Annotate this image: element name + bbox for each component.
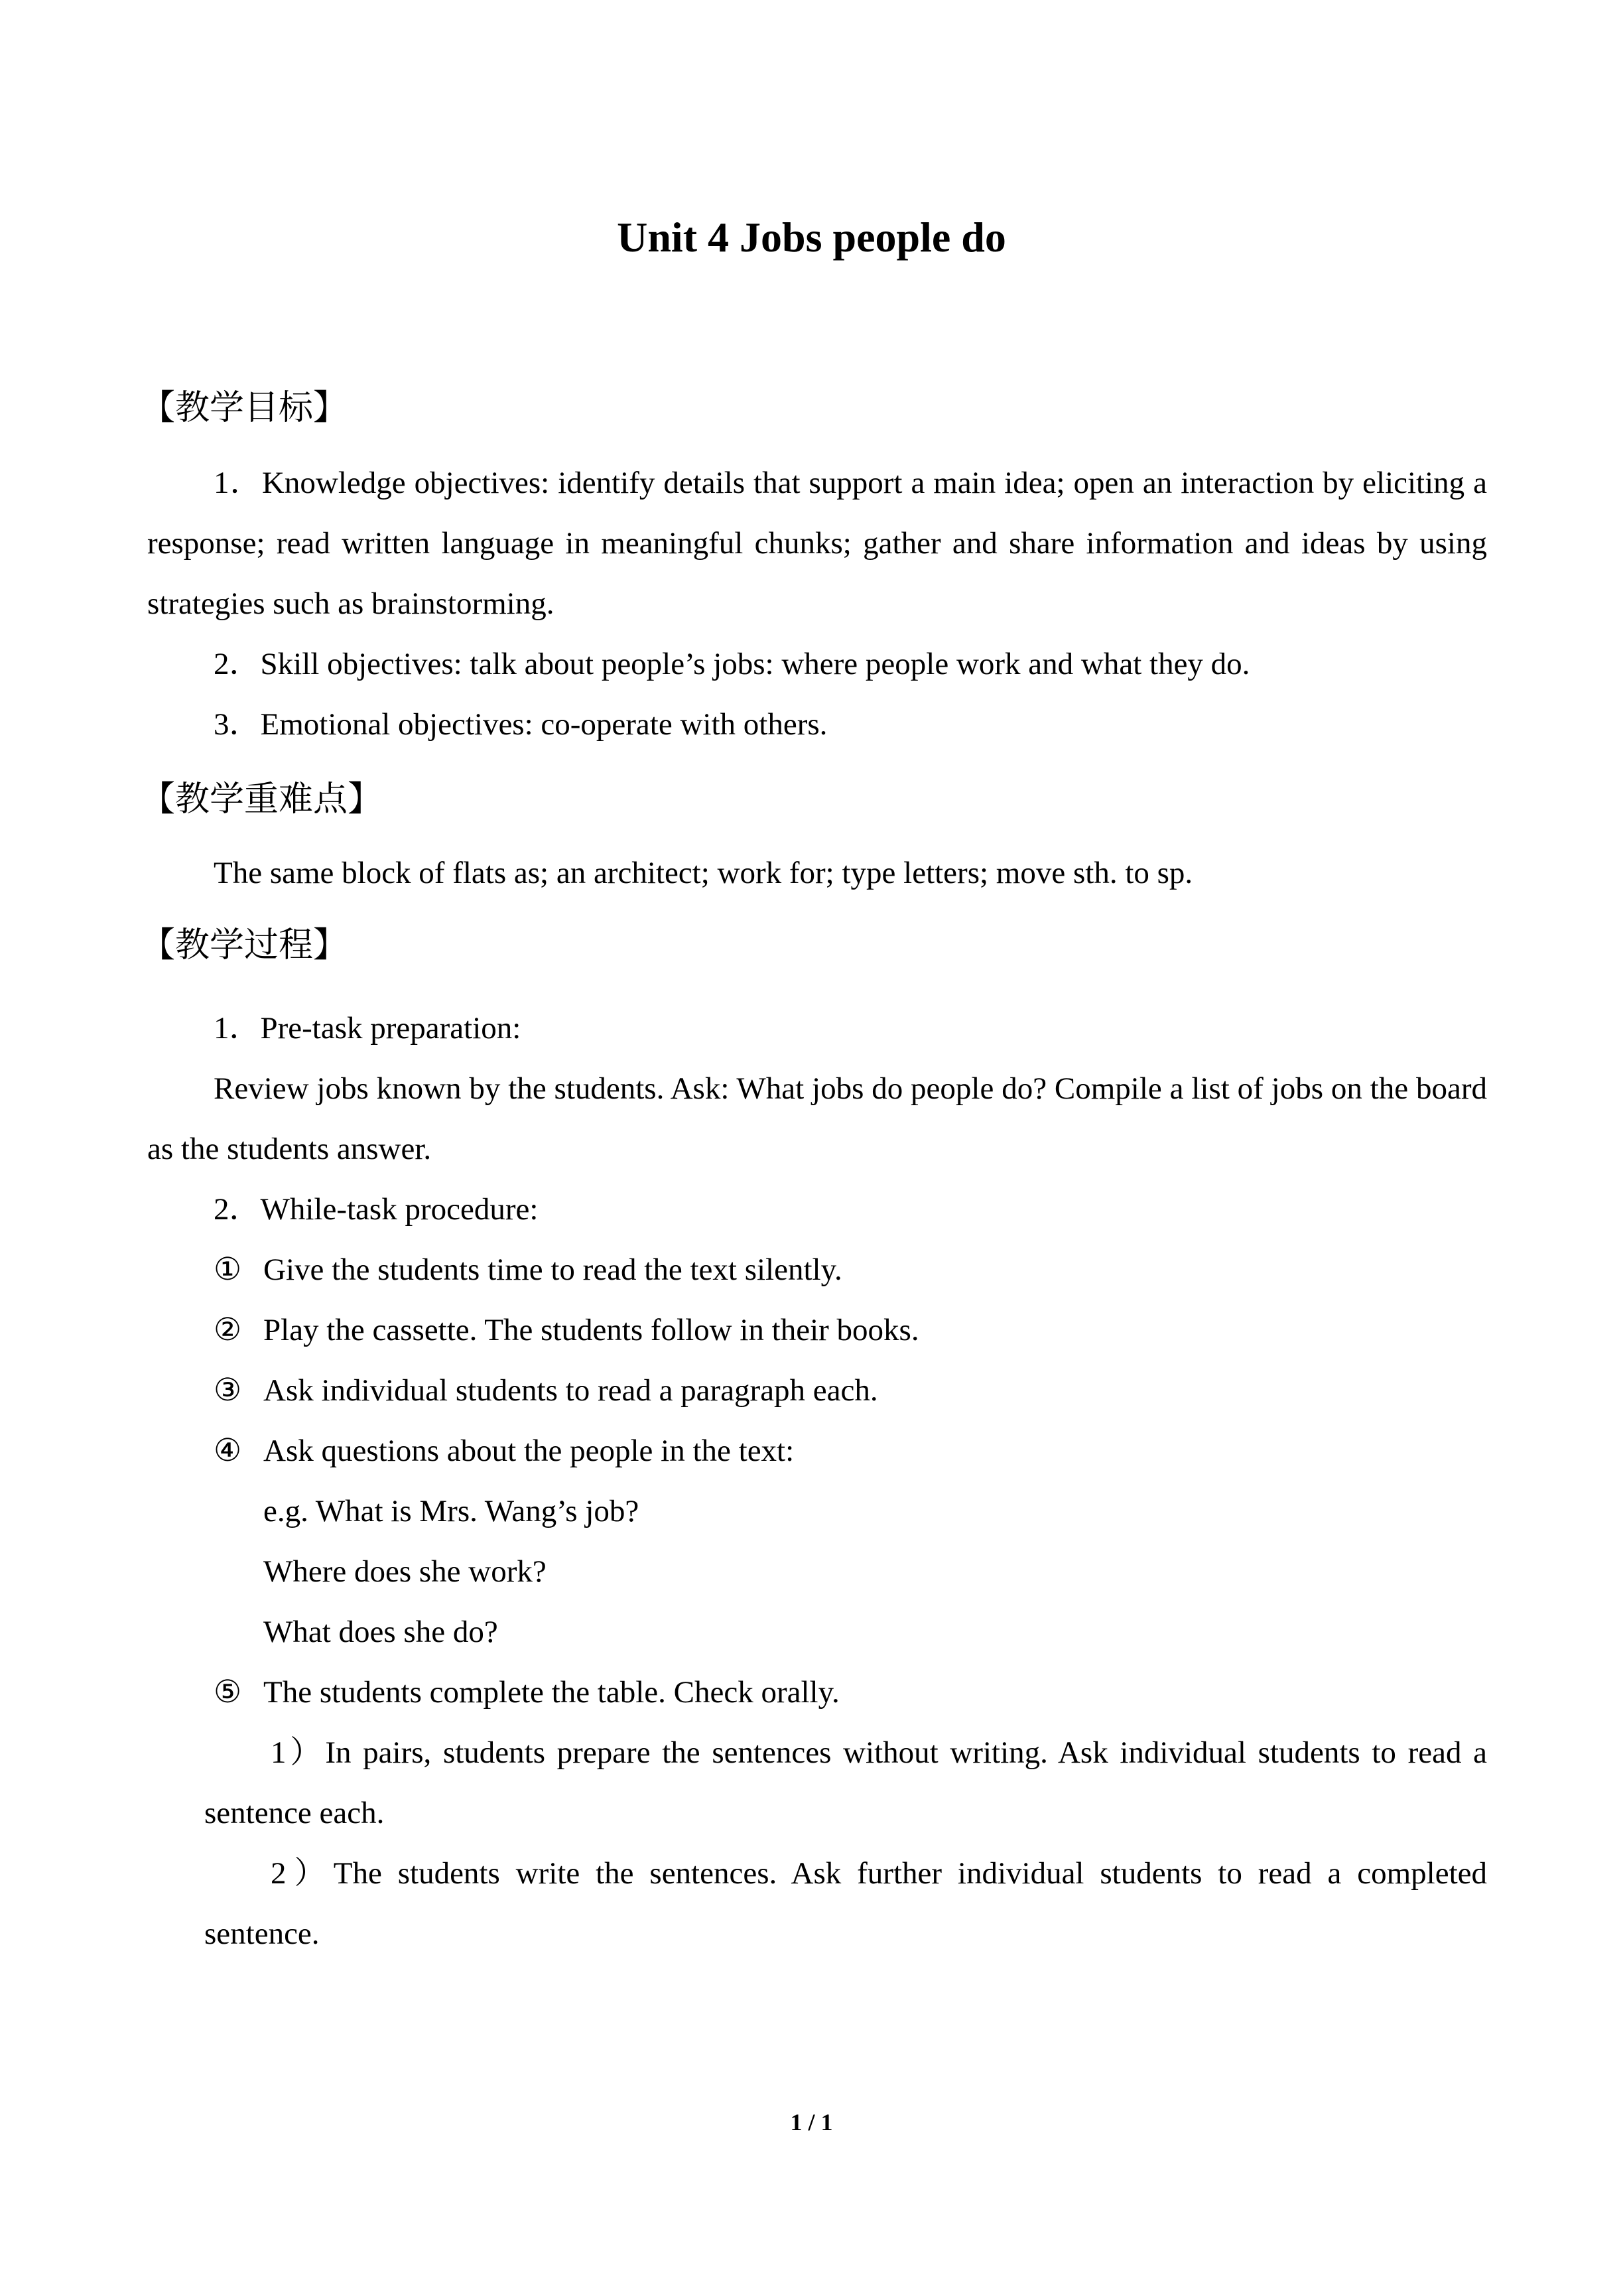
section-process — [141, 915, 1487, 1964]
objective-number: 2． — [214, 647, 261, 681]
circled-number-icon: ④ — [214, 1434, 242, 1468]
objective-text: Skill objectives: talk about people’s jobs: where people work and what they do. — [260, 647, 1250, 681]
step-text: The students complete the table. Check orally. — [263, 1675, 840, 1710]
pre-task-number: 1． — [214, 1011, 261, 1046]
substep-text: The students write the sentences. Ask further individual students to read a completed sentence. — [204, 1856, 1487, 1951]
substep-item — [204, 1844, 1487, 1964]
circled-number-icon: ② — [214, 1313, 242, 1347]
objective-item — [147, 695, 1487, 755]
step-item — [147, 1240, 1487, 1300]
step-text: Play the cassette. The students follow in their books. — [263, 1313, 919, 1347]
section-heading-process: 【教学过程】 — [141, 925, 348, 965]
objective-number: 1． — [214, 466, 262, 500]
objective-item — [147, 634, 1487, 695]
key-points-text: The same block of flats as; an architect; work for; type letters; move sth. to sp. — [214, 856, 1193, 890]
step-text: Ask questions about the people in the text: — [263, 1434, 795, 1468]
objective-text: Emotional objectives: co-operate with others. — [260, 707, 828, 742]
pre-task-text: Review jobs known by the students. Ask: What jobs do people do? Compile a list of jobs on the board as the students answer. — [147, 1071, 1487, 1166]
section-heading-key-points: 【教学重难点】 — [141, 779, 383, 819]
objective-text: Knowledge objectives: identify details that support a main idea; open an interaction by eliciting a response; read written language in meaningful chunks; gather and share information and ideas by using strategies such as brainstorming. — [147, 466, 1488, 621]
step-item — [147, 1300, 1487, 1361]
pre-task-title: Pre-task preparation: — [260, 1011, 521, 1046]
substep-number: 2） — [271, 1856, 334, 1891]
section-objectives — [141, 378, 1488, 755]
page-indicator: 1 / 1 — [790, 2109, 833, 2135]
step-text: Ask individual students to read a paragraph each. — [263, 1373, 878, 1408]
step-item — [147, 1662, 1487, 1723]
circled-number-icon: ③ — [214, 1373, 242, 1408]
substep-number: 1） — [271, 1735, 326, 1770]
circled-number-icon: ① — [214, 1252, 242, 1287]
section-key-points — [141, 770, 1487, 904]
substep-item — [204, 1723, 1487, 1844]
objective-number: 3． — [214, 707, 261, 742]
example-question: Where does she work? — [263, 1554, 547, 1589]
objective-item — [147, 453, 1487, 634]
document-title: Unit 4 Jobs people do — [617, 214, 1006, 261]
step-item — [147, 1421, 1487, 1481]
example-question: What does she do? — [263, 1615, 498, 1649]
step-text: Give the students time to read the text silently. — [263, 1252, 842, 1287]
section-heading-objectives: 【教学目标】 — [141, 388, 348, 428]
while-task-number: 2． — [214, 1192, 261, 1227]
pre-task-label — [147, 998, 1487, 1059]
example-question: e.g. What is Mrs. Wang’s job? — [263, 1494, 639, 1528]
substep-text: In pairs, students prepare the sentences without writing. Ask individual students to read a sentence each. — [204, 1735, 1487, 1830]
circled-number-icon: ⑤ — [214, 1675, 242, 1710]
while-task-label — [147, 1180, 1487, 1240]
while-task-title: While-task procedure: — [260, 1192, 539, 1227]
step-item — [147, 1361, 1487, 1421]
